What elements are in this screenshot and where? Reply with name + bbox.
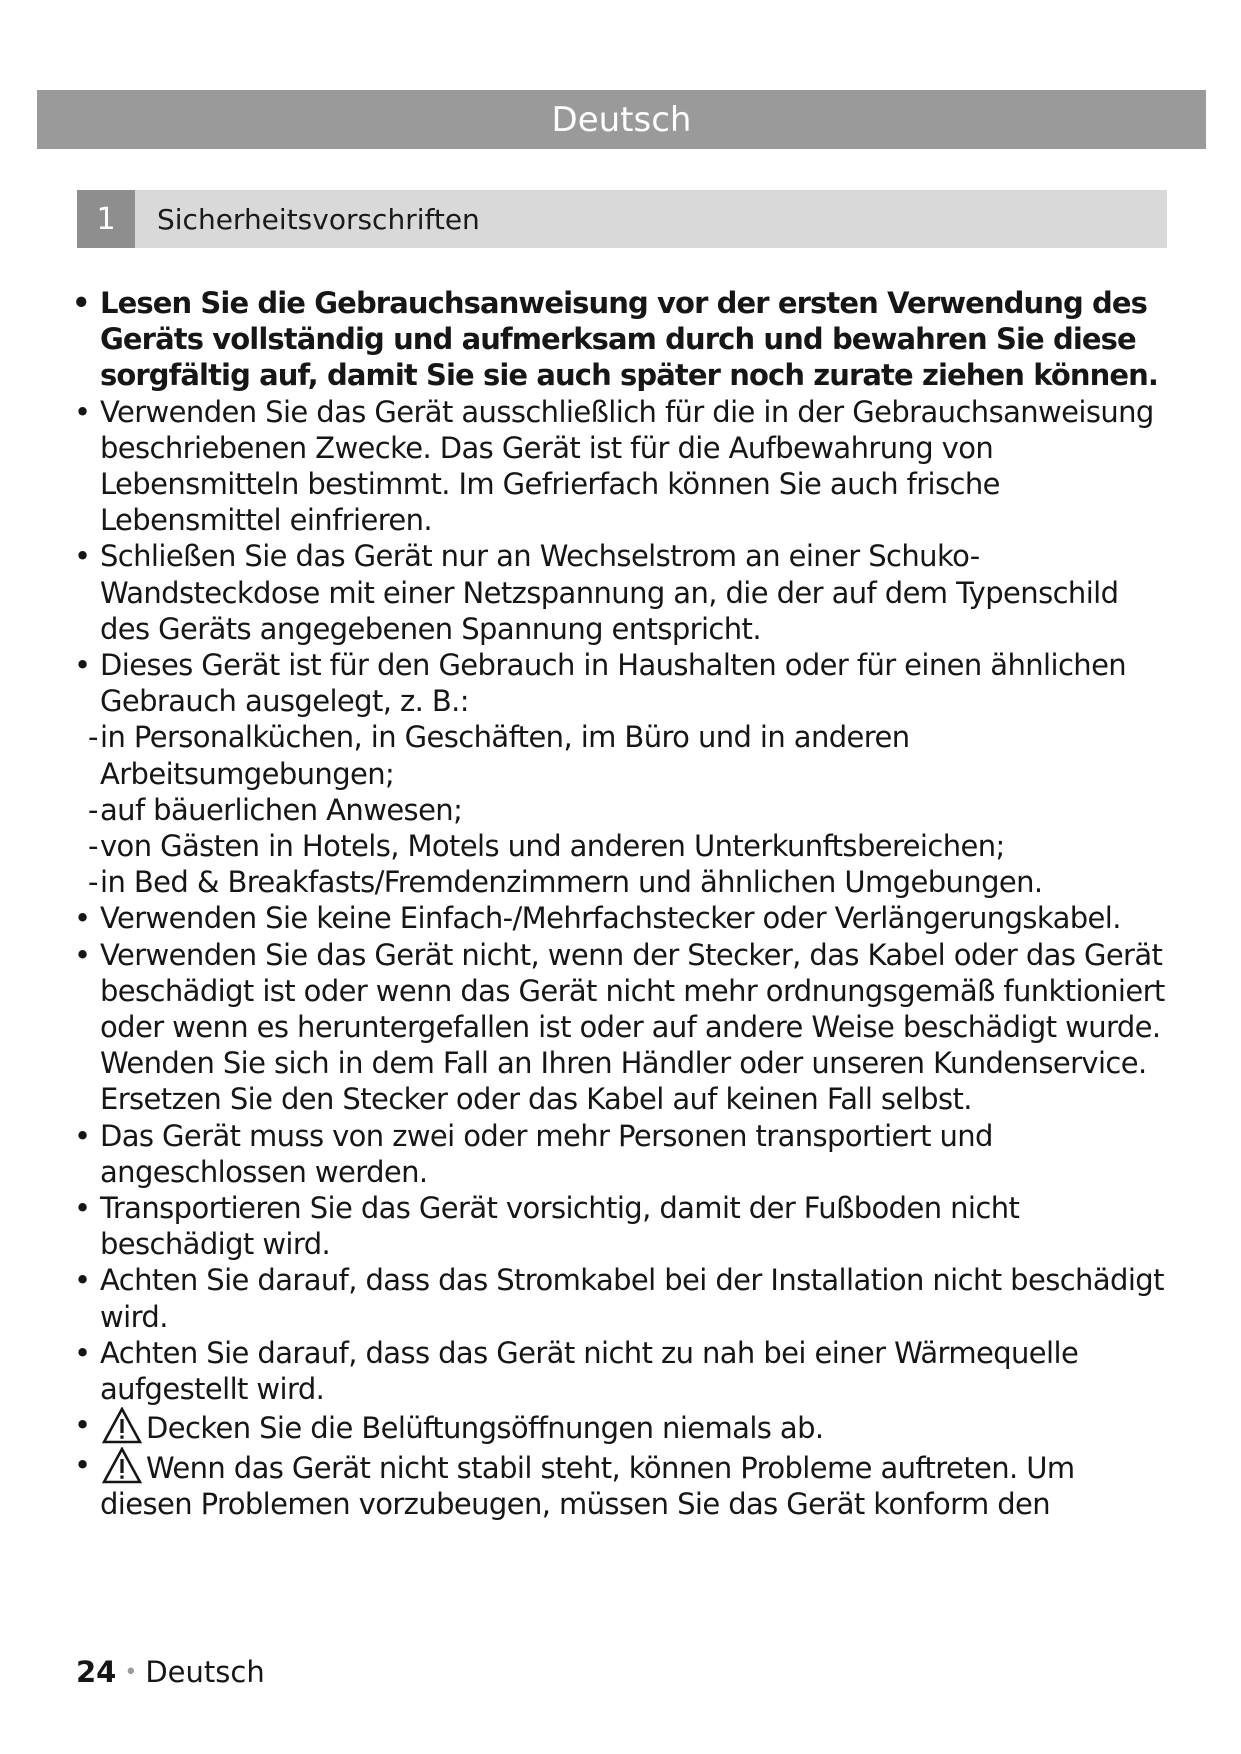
section-header — [77, 190, 1167, 248]
bullet: • — [74, 937, 91, 972]
list-item-text: Verwenden Sie das Gerät nicht, wenn der Stecker, das Kabel oder das Gerät beschädigt ist oder wenn das Gerät nicht mehr ordnungsgemäß funktioniert oder wenn es heruntergefallen ist oder auf andere Weise beschädigt wurde. Wenden Sie sich in dem Fall an Ihren Händler oder unseren Kundenservice. Ersetzen Sie den Stecker oder das Kabel auf keinen Fall selbst. — [100, 937, 1165, 1117]
dash: - — [88, 829, 98, 864]
language-title: Deutsch — [551, 99, 692, 140]
dash: - — [88, 792, 98, 827]
page-number: 24 — [76, 1655, 117, 1689]
list-item-text: Achten Sie darauf, dass das Stromkabel bei der Installation nicht beschädigt wird. — [100, 1263, 1164, 1334]
list-item-text: Verwenden Sie keine Einfach-/Mehrfachstecker oder Verlängerungskabel. — [100, 901, 1121, 936]
bullet: • — [74, 1118, 91, 1153]
bullet: • — [74, 539, 91, 574]
language-banner — [37, 90, 1206, 149]
list-item-text: Transportieren Sie das Gerät vorsichtig, damit der Fußboden nicht beschädigt wird. — [100, 1191, 1020, 1262]
footer-separator: • — [124, 1659, 138, 1685]
dash: - — [88, 865, 98, 900]
list-item — [72, 1118, 1172, 1190]
list-item-text: Dieses Gerät ist für den Gebrauch in Haushalten oder für einen ähnlichen Gebrauch ausgelegt, z. B.: — [100, 648, 1127, 719]
sub-list-item — [72, 828, 1172, 864]
bullet: • — [74, 901, 91, 936]
page-footer — [76, 1655, 265, 1689]
list-item — [72, 647, 1172, 719]
sub-list-item-text: in Personalküchen, in Geschäften, im Büro und in anderen Arbeitsumgebungen; — [100, 720, 910, 791]
sub-list-item — [72, 719, 1172, 791]
list-item-text: Verwenden Sie das Gerät ausschließlich für die in der Gebrauchsanweisung beschriebenen Zwecke. Das Gerät ist für die Aufbewahrung von Lebensmitteln bestimmt. Im Gefrierfach können Sie auch frische Lebensmittel einfrieren. — [100, 394, 1154, 538]
list-item — [72, 285, 1172, 394]
list-item — [72, 1447, 1172, 1522]
bullet: • — [74, 648, 91, 683]
dash: - — [88, 720, 98, 755]
sub-list-item-text: von Gästen in Hotels, Motels und anderen Unterkunftsbereichen; — [100, 829, 1005, 864]
list-item — [72, 1407, 1172, 1446]
bullet: • — [74, 1191, 91, 1226]
sub-list-item-text: auf bäuerlichen Anwesen; — [100, 792, 463, 827]
bullet: • — [74, 1263, 91, 1298]
list-item-text: Wenn das Gerät nicht stabil steht, können Probleme auftreten. Um diesen Problemen vorzubeugen, müssen Sie das Gerät konform den — [100, 1450, 1075, 1521]
bullet: • — [74, 394, 91, 429]
bullet: • — [72, 286, 90, 320]
list-item-text: Decken Sie die Belüftungsöffnungen niemals ab. — [146, 1411, 824, 1446]
footer-language: Deutsch — [145, 1655, 265, 1689]
list-item — [72, 937, 1172, 1118]
section-number: 1 — [77, 190, 135, 248]
list-item — [72, 1335, 1172, 1407]
list-item — [72, 394, 1172, 539]
list-item-text: Lesen Sie die Gebrauchsanweisung vor der ersten Verwendung des Geräts vollständig und aufmerksam durch und bewahren Sie diese sorgfältig auf, damit Sie sie auch später noch zurate ziehen können. — [100, 286, 1158, 393]
list-item — [72, 538, 1172, 647]
section-title: Sicherheitsvorschriften — [157, 202, 480, 236]
list-item-text: Achten Sie darauf, dass das Gerät nicht zu nah bei einer Wärmequelle aufgestellt wird. — [100, 1335, 1079, 1407]
bullet: • — [74, 1408, 91, 1443]
sub-list-item-text: in Bed & Breakfasts/Fremdenzimmern und ähnlichen Umgebungen. — [100, 865, 1043, 900]
warning-triangle-icon — [102, 1407, 142, 1445]
list-item — [72, 900, 1172, 936]
list-item-text: Schließen Sie das Gerät nur an Wechselstrom an einer Schuko-Wandsteckdose mit einer Netzspannung an, die der auf dem Typenschild des Geräts angegebenen Spannung entspricht. — [100, 539, 1119, 646]
list-item — [72, 1262, 1172, 1334]
sub-list-item — [72, 864, 1172, 900]
bullet: • — [74, 1447, 91, 1482]
bullet: • — [74, 1335, 91, 1370]
warning-triangle-icon — [102, 1447, 142, 1485]
sub-list-item — [72, 792, 1172, 828]
list-item-text: Das Gerät muss von zwei oder mehr Personen transportiert und angeschlossen werden. — [100, 1118, 993, 1189]
list-item — [72, 1190, 1172, 1262]
safety-instructions — [72, 285, 1172, 1522]
